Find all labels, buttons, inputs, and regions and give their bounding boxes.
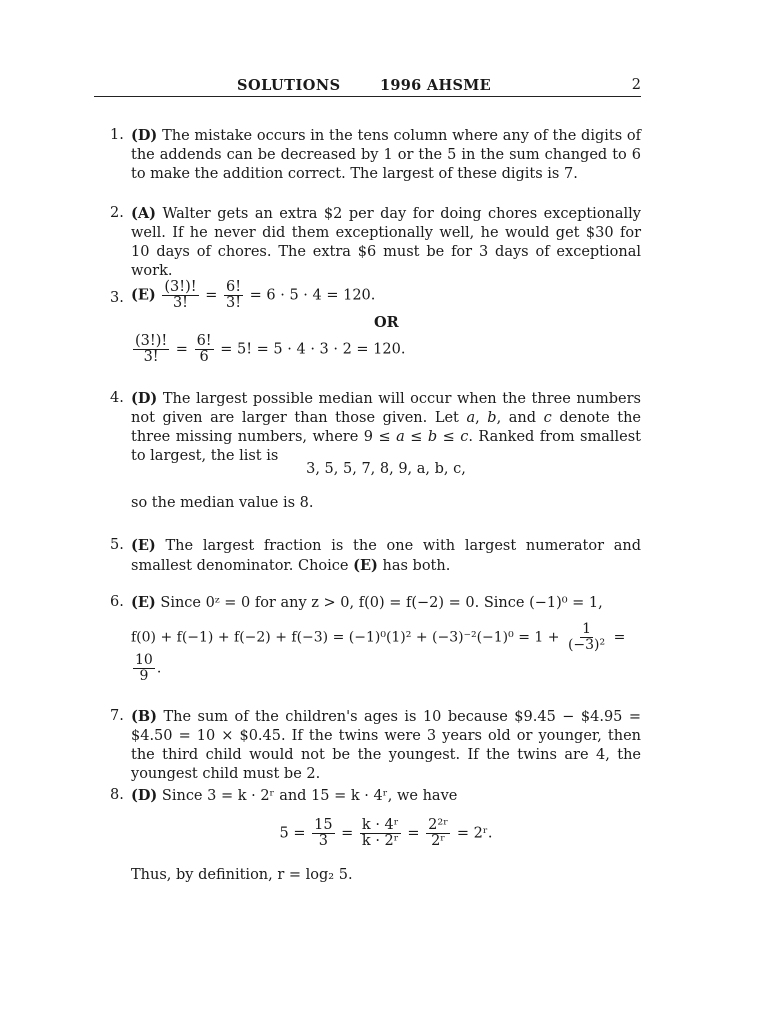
solution-text: The mistake occurs in the tens column where any of the digits of the addends can be decreased by 1 or the 5 in the sum changed to 6 to make the addition correct. The largest of these digits is 7. [131, 128, 642, 182]
fraction: $\frac{6!}{3!}$ [225, 279, 242, 311]
solution-text: The sum of the children's ages is 10 because $9.45 − $4.95 = $4.50 = 10 × $0.45. If the twins were 3 years old or younger, then the third child would not be the youngest. If the twins are 4, the youngest child must be 2. [131, 709, 642, 782]
equation-tail: = 6 · 5 · 4 = 120. [249, 287, 376, 304]
document-page: SOLUTIONS 1996 AHSME 2 1. (D) The mistake occurs in the tens column where any of the digits of the addends can be decreased by 1 or the 5 in the sum changed to 6 to make the addition correct. The largest of these digits is 7. 2. (A) Walter gets an extra $2 per day for doing chores exceptionally well. If he never did them exceptionally well, he would get $30 for 10 days of chores. The extra $6 must be for 3 days of exceptional work. 3. (E) $\frac{(3!)!}{3!}$ = $\frac{6!}{3!}$ = 6 · 5 · 4 = 120. OR $\frac{(3!)!}{3!}$ = $\frac{6!}{6}$ = 5! = 5 · 4 · 3 · 2 = 120. 4. (D) The largest possible median will occur when the three numbers not given are larger than those given. Let a, b, and c denote the three missing numbers, where 9 ≤ a ≤ b ≤ c. Ranked from smallest to largest, the list is 3, 5, 5, 7, 8, 9, a, b, c, so the median value is 8. 5. (E) The largest fraction is the one with largest numerator and smallest denominator. Choice (E) has both. 6. (E) Since 0ᶻ = 0 for any z > 0, f(0) = f(−2) = 0. Since (−1)⁰ = 1, f(0) + f(−1) + f(−2) + f(−3) = (−1)⁰(1)² + (−3)⁻²(−1)⁰ = 1 + $\frac{1}{\text{(−3)²}}$ = $\frac{10}{9}$ . 7. (B) The sum of the children's ages is 10 because $9.45 − $4.95 = $4.50 = 10 × $0.45. If the twins were 3 years old or younger, then the third child would not be the youngest. If the twins are 4, the youngest child must be 2. 8. (D) Since 3 = k · 2ʳ and 15 = k · 4ʳ, we have 5 = $\frac{15}{3}$ = $\frac{\text{k · 4ʳ}}{\text{k · 2ʳ}}$ = $\frac{\text{2²ʳ}}{\text{2ʳ}}$ = 2ʳ. Thus, by definition, r = log₂ 5. [0, 0, 768, 1024]
equation-tail: = 5! = 5 · 4 · 3 · 2 = 120. [220, 341, 406, 358]
problem-number: 6. [110, 594, 124, 610]
problem-number: 7. [110, 708, 124, 724]
fraction: $\frac{10}{9}$ [135, 652, 153, 684]
problem-number: 8. [110, 787, 124, 803]
header-title: SOLUTIONS [237, 77, 341, 94]
solution-text: Walter gets an extra $2 per day for doing chores exceptionally well. If he never did them exceptionally well, he would get $30 for 10 days of chores. The extra $6 must be for 3 days of exceptional work. [131, 206, 641, 279]
answer-choice: (D) [131, 787, 158, 804]
problem-number: 4. [110, 390, 124, 406]
page-number: 2 [631, 77, 641, 93]
fraction: $\frac{6!}{6}$ [196, 333, 212, 365]
answer-choice: (E) [131, 286, 156, 304]
fraction: $\frac{\text{k · 4ʳ}}{\text{k · 2ʳ}}$ [361, 817, 399, 849]
problem-number: 5. [110, 537, 124, 553]
problem-number: 3. [110, 290, 124, 306]
answer-choice: (E) [131, 594, 156, 611]
or-separator: OR [374, 314, 399, 331]
fraction: $\frac{1}{\text{(−3)²}}$ [567, 621, 606, 653]
problem-number: 1. [110, 127, 124, 143]
answer-choice: (D) [131, 127, 158, 144]
fraction: $\frac{\text{2²ʳ}}{\text{2ʳ}}$ [428, 817, 449, 849]
fraction: $\frac{(3!)!}{3!}$ [135, 333, 168, 365]
page-header [94, 76, 641, 97]
problem-number: 2. [110, 205, 124, 221]
header-contest: 1996 AHSME [380, 77, 491, 94]
fraction: $\frac{15}{3}$ [314, 817, 333, 849]
answer-choice: (A) [131, 205, 156, 222]
answer-choice: (B) [131, 708, 157, 725]
fraction: $\frac{(3!)!}{3!}$ [164, 279, 197, 311]
answer-choice: (D) [131, 390, 158, 407]
answer-choice: (E) [131, 537, 156, 554]
